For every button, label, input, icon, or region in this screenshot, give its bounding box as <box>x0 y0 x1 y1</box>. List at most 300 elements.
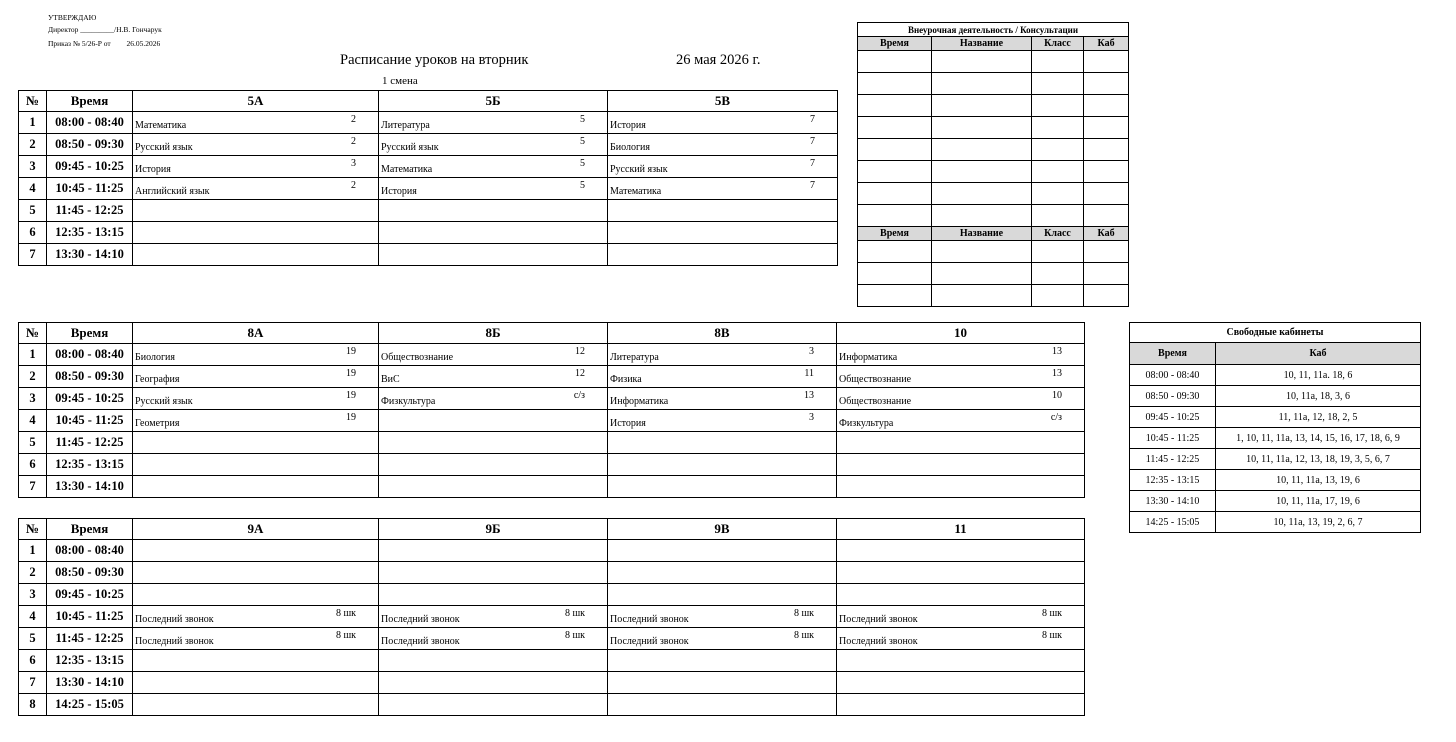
lesson-cell <box>379 650 608 672</box>
lesson-cell <box>608 222 838 244</box>
lesson-cell <box>379 410 608 432</box>
table-row <box>19 476 1085 498</box>
lesson-cell <box>608 432 837 454</box>
free-rooms-time: 12:35 - 13:15 <box>1130 470 1216 491</box>
lesson-time: 08:50 - 09:30 <box>47 562 133 584</box>
header-num: № <box>19 91 47 112</box>
lesson-cell <box>133 410 379 432</box>
subject: Последний звонок <box>839 636 918 647</box>
extracurricular-cell <box>858 241 932 263</box>
header-num: № <box>19 519 47 540</box>
header-class: 9А <box>133 519 379 540</box>
lesson-cell <box>837 672 1085 694</box>
lesson-number: 8 <box>19 694 47 716</box>
lesson-cell <box>608 200 838 222</box>
lesson-cell <box>608 454 837 476</box>
header-class: 8А <box>133 323 379 344</box>
table-row <box>19 200 838 222</box>
room: 8 шк <box>1041 630 1062 641</box>
lesson-time: 09:45 - 10:25 <box>47 388 133 410</box>
free-rooms-time: 13:30 - 14:10 <box>1130 491 1216 512</box>
extracurricular-header: Название <box>932 37 1032 51</box>
table-row <box>19 344 1085 366</box>
extracurricular-cell <box>1084 95 1129 117</box>
room: 8 шк <box>335 608 356 619</box>
free-rooms-time: 08:50 - 09:30 <box>1130 386 1216 407</box>
lesson-cell <box>837 410 1085 432</box>
room: 12 <box>575 368 585 379</box>
extracurricular-table <box>857 22 1129 307</box>
lesson-cell <box>608 650 837 672</box>
room: 2 <box>351 136 356 147</box>
free-rooms-time: 09:45 - 10:25 <box>1130 407 1216 428</box>
lesson-cell <box>133 222 379 244</box>
lesson-number: 6 <box>19 454 47 476</box>
free-rooms-list: 10, 11а, 13, 19, 2, 6, 7 <box>1216 512 1421 533</box>
lesson-cell <box>379 628 608 650</box>
free-rooms-time: 08:00 - 08:40 <box>1130 365 1216 386</box>
subject: История <box>381 186 417 197</box>
header-class: 5В <box>608 91 838 112</box>
lesson-cell <box>133 606 379 628</box>
subject: ВиС <box>381 374 400 385</box>
extracurricular-header-row <box>858 37 1129 51</box>
subject: Биология <box>610 142 651 153</box>
extracurricular-cell <box>1032 205 1084 227</box>
subject: Биология <box>135 352 176 363</box>
table-header-row <box>19 519 1085 540</box>
lesson-cell <box>133 366 379 388</box>
subject: Последний звонок <box>381 636 460 647</box>
extracurricular-caption: Внеурочная деятельность / Консультации <box>858 23 1129 37</box>
lesson-cell <box>133 178 379 200</box>
lesson-cell <box>379 584 608 606</box>
lesson-cell <box>837 628 1085 650</box>
room: 8 шк <box>564 608 585 619</box>
extracurricular-row <box>858 285 1129 307</box>
lesson-time: 14:25 - 15:05 <box>47 694 133 716</box>
table-row <box>19 410 1085 432</box>
lesson-number: 3 <box>19 388 47 410</box>
lesson-number: 2 <box>19 562 47 584</box>
lesson-cell <box>379 454 608 476</box>
extracurricular-header: Время <box>858 227 932 241</box>
lesson-cell <box>379 200 608 222</box>
lesson-number: 7 <box>19 476 47 498</box>
table-row <box>19 584 1085 606</box>
subject: История <box>135 164 171 175</box>
header-class: 9Б <box>379 519 608 540</box>
subject: Последний звонок <box>381 614 460 625</box>
extracurricular-row <box>858 95 1129 117</box>
subject: Математика <box>381 164 433 175</box>
room: 3 <box>809 412 814 423</box>
lesson-number: 5 <box>19 432 47 454</box>
extracurricular-cell <box>1084 205 1129 227</box>
room: с/з <box>1050 412 1062 423</box>
extracurricular-cell <box>1032 263 1084 285</box>
extracurricular-cell <box>932 73 1032 95</box>
room: 5 <box>580 136 585 147</box>
subject: Последний звонок <box>610 614 689 625</box>
room: 13 <box>804 390 814 401</box>
extracurricular-row <box>858 183 1129 205</box>
extracurricular-cell <box>1084 183 1129 205</box>
extracurricular-cell <box>1084 285 1129 307</box>
extracurricular-row <box>858 241 1129 263</box>
table-row <box>19 366 1085 388</box>
extracurricular-cell <box>932 139 1032 161</box>
lesson-cell <box>133 562 379 584</box>
lesson-number: 6 <box>19 650 47 672</box>
subject: География <box>135 374 180 385</box>
extracurricular-cell <box>1032 73 1084 95</box>
free-rooms-list: 11, 11а, 12, 18, 2, 5 <box>1216 407 1421 428</box>
shift-label: 1 смена <box>382 75 418 87</box>
header-class: 8Б <box>379 323 608 344</box>
room: 2 <box>351 114 356 125</box>
header-class: 11 <box>837 519 1085 540</box>
free-rooms-list: 10, 11а, 18, 3, 6 <box>1216 386 1421 407</box>
header-num: № <box>19 323 47 344</box>
extracurricular-cell <box>858 95 932 117</box>
lesson-cell <box>837 366 1085 388</box>
free-rooms-list: 10, 11, 11а. 18, 6 <box>1216 365 1421 386</box>
extracurricular-cell <box>858 139 932 161</box>
lesson-cell <box>837 694 1085 716</box>
extracurricular-cell <box>1032 139 1084 161</box>
extracurricular-cell <box>1084 241 1129 263</box>
subject: Обществознание <box>839 396 912 407</box>
schedule-table-5 <box>18 90 838 266</box>
subject: Обществознание <box>839 374 912 385</box>
extracurricular-cell <box>932 183 1032 205</box>
free-rooms-list: 10, 11, 11а, 17, 19, 6 <box>1216 491 1421 512</box>
extracurricular-row <box>858 73 1129 95</box>
room: 12 <box>575 346 585 357</box>
subject: Русский язык <box>610 164 668 175</box>
extracurricular-cell <box>858 183 932 205</box>
table-row <box>19 112 838 134</box>
table-row <box>19 694 1085 716</box>
extracurricular-header: Класс <box>1032 37 1084 51</box>
extracurricular-cell <box>1032 117 1084 139</box>
extracurricular-cell <box>858 285 932 307</box>
lesson-cell <box>837 606 1085 628</box>
subject: Русский язык <box>381 142 439 153</box>
lesson-cell <box>608 344 837 366</box>
extracurricular-cell <box>1032 51 1084 73</box>
lesson-time: 08:00 - 08:40 <box>47 344 133 366</box>
lesson-cell <box>379 366 608 388</box>
extracurricular-header: Название <box>932 227 1032 241</box>
lesson-number: 4 <box>19 178 47 200</box>
extracurricular-header: Каб <box>1084 227 1129 241</box>
extracurricular-cell <box>932 263 1032 285</box>
lesson-cell <box>837 344 1085 366</box>
approval-block <box>48 12 162 50</box>
free-rooms-caption-row <box>1130 323 1421 343</box>
lesson-cell <box>608 694 837 716</box>
lesson-cell <box>379 244 608 266</box>
lesson-cell <box>379 694 608 716</box>
extracurricular-cell <box>1084 161 1129 183</box>
lesson-number: 5 <box>19 200 47 222</box>
lesson-time: 10:45 - 11:25 <box>47 606 133 628</box>
lesson-number: 3 <box>19 584 47 606</box>
subject: Физкультура <box>381 396 436 407</box>
lesson-cell <box>608 562 837 584</box>
lesson-cell <box>379 134 608 156</box>
lesson-cell <box>379 540 608 562</box>
extracurricular-cell <box>932 95 1032 117</box>
lesson-cell <box>133 694 379 716</box>
lesson-number: 1 <box>19 112 47 134</box>
lesson-time: 09:45 - 10:25 <box>47 156 133 178</box>
lesson-cell <box>379 222 608 244</box>
table-row <box>19 628 1085 650</box>
lesson-cell <box>608 388 837 410</box>
room: 8 шк <box>564 630 585 641</box>
lesson-cell <box>133 344 379 366</box>
lesson-cell <box>379 476 608 498</box>
table-row <box>19 156 838 178</box>
extracurricular-cell <box>932 241 1032 263</box>
lesson-cell <box>608 156 838 178</box>
lesson-cell <box>133 628 379 650</box>
subject: Физика <box>610 374 642 385</box>
room: 8 шк <box>1041 608 1062 619</box>
subject: Физкультура <box>839 418 894 429</box>
room: 19 <box>346 390 356 401</box>
extracurricular-cell <box>858 205 932 227</box>
extracurricular-cell <box>1084 117 1129 139</box>
extracurricular-cell <box>858 117 932 139</box>
extracurricular-row <box>858 161 1129 183</box>
lesson-cell <box>133 650 379 672</box>
free-rooms-header: Время <box>1130 343 1216 365</box>
extracurricular-cell <box>1084 73 1129 95</box>
extracurricular-cell <box>858 51 932 73</box>
subject: Последний звонок <box>839 614 918 625</box>
room: 5 <box>580 180 585 191</box>
lesson-number: 7 <box>19 244 47 266</box>
subject: Последний звонок <box>610 636 689 647</box>
extracurricular-caption-row <box>858 23 1129 37</box>
lesson-time: 08:50 - 09:30 <box>47 366 133 388</box>
room: 8 шк <box>793 608 814 619</box>
lesson-time: 10:45 - 11:25 <box>47 410 133 432</box>
lesson-cell <box>379 388 608 410</box>
lesson-cell <box>837 650 1085 672</box>
page-title: Расписание уроков на вторник <box>340 52 529 68</box>
room: 13 <box>1052 346 1062 357</box>
extracurricular-cell <box>1032 183 1084 205</box>
lesson-time: 13:30 - 14:10 <box>47 476 133 498</box>
extracurricular-cell <box>1084 51 1129 73</box>
free-rooms-row <box>1130 386 1421 407</box>
free-rooms-table <box>1129 322 1421 533</box>
extracurricular-cell <box>1032 241 1084 263</box>
lesson-number: 1 <box>19 540 47 562</box>
lesson-number: 7 <box>19 672 47 694</box>
subject: Последний звонок <box>135 636 214 647</box>
lesson-cell <box>608 540 837 562</box>
lesson-cell <box>837 388 1085 410</box>
extracurricular-cell <box>932 285 1032 307</box>
extracurricular-row <box>858 205 1129 227</box>
subject: Информатика <box>610 396 669 407</box>
approval-order-date: 26.05.2026 <box>126 39 161 48</box>
lesson-cell <box>133 432 379 454</box>
room: 8 шк <box>793 630 814 641</box>
schedule-table-9-11 <box>18 518 1085 716</box>
room: 7 <box>810 114 815 125</box>
extracurricular-cell <box>932 117 1032 139</box>
room: 11 <box>804 368 814 379</box>
lesson-cell <box>608 672 837 694</box>
table-header-row <box>19 91 838 112</box>
extracurricular-header: Время <box>858 37 932 51</box>
lesson-time: 13:30 - 14:10 <box>47 672 133 694</box>
extracurricular-header: Каб <box>1084 37 1129 51</box>
free-rooms-caption: Свободные кабинеты <box>1130 323 1421 343</box>
table-row <box>19 562 1085 584</box>
table-row <box>19 178 838 200</box>
lesson-cell <box>379 112 608 134</box>
lesson-cell <box>133 454 379 476</box>
extracurricular-header-row <box>858 227 1129 241</box>
lesson-time: 10:45 - 11:25 <box>47 178 133 200</box>
lesson-time: 11:45 - 12:25 <box>47 432 133 454</box>
header-class: 5Б <box>379 91 608 112</box>
lesson-cell <box>837 432 1085 454</box>
header-time: Время <box>47 323 133 344</box>
lesson-cell <box>608 606 837 628</box>
lesson-cell <box>133 112 379 134</box>
lesson-cell <box>379 672 608 694</box>
table-row <box>19 650 1085 672</box>
header-time: Время <box>47 519 133 540</box>
subject: Русский язык <box>135 396 193 407</box>
free-rooms-row <box>1130 407 1421 428</box>
lesson-cell <box>133 156 379 178</box>
extracurricular-cell <box>1084 139 1129 161</box>
room: 19 <box>346 346 356 357</box>
lesson-cell <box>379 432 608 454</box>
free-rooms-list: 10, 11, 11а, 12, 13, 18, 19, 3, 5, 6, 7 <box>1216 449 1421 470</box>
extracurricular-cell <box>932 161 1032 183</box>
lesson-cell <box>608 628 837 650</box>
lesson-cell <box>133 584 379 606</box>
lesson-cell <box>608 366 837 388</box>
lesson-time: 12:35 - 13:15 <box>47 222 133 244</box>
table-row <box>19 672 1085 694</box>
lesson-cell <box>133 540 379 562</box>
subject: Обществознание <box>381 352 454 363</box>
lesson-cell <box>837 584 1085 606</box>
room: 3 <box>809 346 814 357</box>
lesson-cell <box>133 672 379 694</box>
table-row <box>19 388 1085 410</box>
subject: История <box>610 120 646 131</box>
room: 2 <box>351 180 356 191</box>
lesson-cell <box>608 112 838 134</box>
lesson-cell <box>837 540 1085 562</box>
extracurricular-cell <box>1084 263 1129 285</box>
subject: Литература <box>381 120 430 131</box>
extracurricular-cell <box>858 161 932 183</box>
extracurricular-header: Класс <box>1032 227 1084 241</box>
room: с/з <box>573 390 585 401</box>
table-row <box>19 244 838 266</box>
lesson-cell <box>379 344 608 366</box>
lesson-number: 4 <box>19 606 47 628</box>
subject: Информатика <box>839 352 898 363</box>
subject: Геометрия <box>135 418 180 429</box>
room: 13 <box>1052 368 1062 379</box>
lesson-time: 12:35 - 13:15 <box>47 454 133 476</box>
lesson-cell <box>837 562 1085 584</box>
lesson-time: 11:45 - 12:25 <box>47 200 133 222</box>
schedule-table-8-10 <box>18 322 1085 498</box>
lesson-number: 1 <box>19 344 47 366</box>
lesson-cell <box>133 200 379 222</box>
extracurricular-cell <box>858 73 932 95</box>
lesson-cell <box>379 178 608 200</box>
extracurricular-row <box>858 263 1129 285</box>
room: 3 <box>351 158 356 169</box>
subject: Последний звонок <box>135 614 214 625</box>
subject: Математика <box>135 120 187 131</box>
page-date: 26 мая 2026 г. <box>676 52 761 68</box>
subject: Математика <box>610 186 662 197</box>
room: 7 <box>810 136 815 147</box>
lesson-cell <box>837 454 1085 476</box>
extracurricular-cell <box>1032 95 1084 117</box>
subject: Русский язык <box>135 142 193 153</box>
table-row <box>19 222 838 244</box>
extracurricular-row <box>858 139 1129 161</box>
lesson-number: 4 <box>19 410 47 432</box>
free-rooms-header-row <box>1130 343 1421 365</box>
extracurricular-cell <box>1032 285 1084 307</box>
table-row <box>19 454 1085 476</box>
approval-order-label: Приказ № 5/26-Р от <box>48 39 111 48</box>
lesson-time: 13:30 - 14:10 <box>47 244 133 266</box>
room: 19 <box>346 412 356 423</box>
room: 5 <box>580 114 585 125</box>
table-row <box>19 134 838 156</box>
free-rooms-row <box>1130 491 1421 512</box>
free-rooms-list: 1, 10, 11, 11а, 13, 14, 15, 16, 17, 18, 6, 9 <box>1216 428 1421 449</box>
free-rooms-row <box>1130 365 1421 386</box>
lesson-time: 08:00 - 08:40 <box>47 540 133 562</box>
room: 7 <box>810 158 815 169</box>
free-rooms-row <box>1130 512 1421 533</box>
room: 7 <box>810 180 815 191</box>
header-class: 9В <box>608 519 837 540</box>
extracurricular-cell <box>932 205 1032 227</box>
approval-director: Директор _________/Н.В. Гончарук <box>48 25 162 34</box>
lesson-number: 3 <box>19 156 47 178</box>
table-row <box>19 606 1085 628</box>
lesson-cell <box>379 606 608 628</box>
lesson-time: 08:50 - 09:30 <box>47 134 133 156</box>
extracurricular-cell <box>1032 161 1084 183</box>
lesson-cell <box>608 244 838 266</box>
free-rooms-row <box>1130 470 1421 491</box>
